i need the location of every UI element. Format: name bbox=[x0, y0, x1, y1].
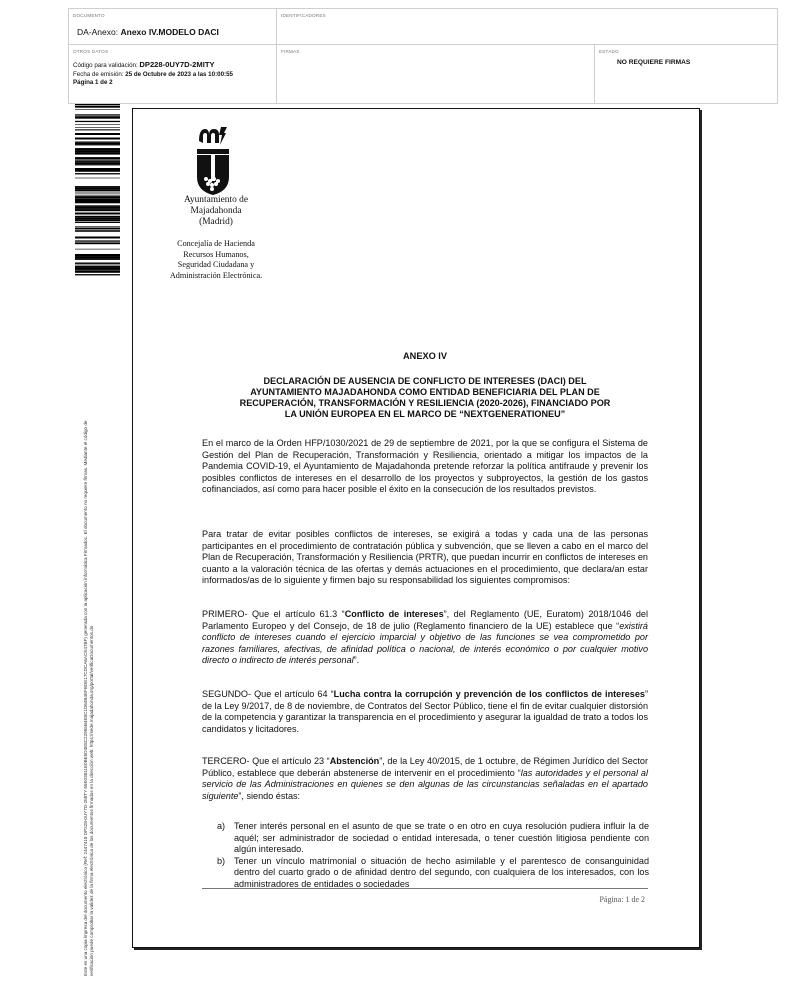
paragraph-purpose: Para tratar de evitar posibles conflictos de intereses, se exigirá a todas y cada una de las personas participantes en el procedimiento de contratación pública y subvención, que se lleven a cabo en el marco del Plan de Recuperación, Transformación y Resiliencia (PRTR), que puedan incurrir en conflictos de intereses en cuanto a la valoración técnica de las ofertas y demás actuaciones en el procedimiento, que declara/an estar informados/as de lo siguiente y firmen bajo su responsabilidad los siguientes compromisos: bbox=[202, 529, 648, 586]
list-item bbox=[217, 821, 649, 856]
list-item-text: Tener interés personal en el asunto de que se trate o en otro en cuya resolución pudiera influir la de aquél; ser administrador de sociedad o entidad interesada, o tener cuestión litigiosa pendiente con algún interesado. bbox=[234, 821, 649, 855]
segundo-text-1: SEGUNDO- Que el artículo 64 “ bbox=[202, 689, 334, 699]
city-line-3: (Madrid) bbox=[199, 217, 233, 227]
identificadores-cell bbox=[277, 9, 777, 45]
document-page bbox=[132, 108, 700, 948]
list-item-text: Tener un vínculo matrimonial o situación de hecho asimilable y el parentesco de consanguinidad dentro del cuarto grado o de afinidad dentro del segundo, con cualquiera de los interesados, con los administradores de entidades o sociedades bbox=[234, 855, 649, 889]
city-name bbox=[133, 195, 299, 228]
firmas-label: FIRMAS bbox=[281, 49, 300, 54]
segundo-text-2: ” de la Ley 9/2017, de 8 de noviembre, de Contratos del Sector Público, tiene el fin de evitar cualquier distorsión de la competencia y garantizar la transparencia en el procedimiento y asegurar la igualdad de trato a todos los candidatos y licitadores. bbox=[202, 689, 649, 734]
primero-text-3: ”. bbox=[353, 655, 360, 666]
list-marker: b) bbox=[217, 855, 226, 866]
page-number: Página: 1 de 2 bbox=[599, 895, 645, 904]
dept-line-4: Administración Electrónica. bbox=[169, 270, 263, 280]
footer-divider bbox=[202, 888, 648, 889]
city-line-2: Majadahonda bbox=[190, 206, 242, 216]
subtitle-line-4: LA UNIÓN EUROPEA EN EL MARCO DE “NEXTGENERATIONEU” bbox=[284, 409, 566, 420]
primero-text-2: ”, del Reglamento (UE, Euratom) 2018/1046 del Parlamento Europeo y del Consejo, de 18 de julio (Reglamento financiero de la UE) establece que “ bbox=[202, 609, 648, 631]
tercero-text-1: TERCERO- Que el artículo 23 “ bbox=[202, 756, 330, 766]
segundo-bold: Lucha contra la corrupción y prevención de los conflictos de intereses bbox=[333, 689, 645, 699]
tercero-text-2: ”, de la Ley 40/2015, de 1 octubre, de Régimen Jurídico del Sector Público, establece que deberán abstenerse de intervenir en el procedimiento “ bbox=[202, 756, 648, 778]
subtitle-line-2: AYUNTAMIENTO MAJADAHONDA COMO ENTIDAD BENEFICIARIA DEL PLAN DE bbox=[250, 387, 600, 398]
firmas-cell bbox=[277, 45, 595, 103]
documento-value bbox=[77, 27, 219, 37]
estado-label: ESTADO bbox=[599, 49, 619, 54]
subtitle-line-3: RECUPERACIÓN, TRANSFORMACIÓN Y RESILIENCIA (2020-2026), FINANCIADO POR bbox=[239, 398, 611, 409]
fecha-label: Fecha de emisión: bbox=[73, 71, 124, 78]
primero-quote: existirá conflicto de intereses cuando el ejercicio imparcial y objetivo de las funciones se vea comprometido por razones familiares, afectivas, de afinidad política o nacional, de interés económico o por cualquier motivo directo o indirecto de interés personal bbox=[202, 620, 648, 666]
majadahonda-coat-of-arms-logo bbox=[193, 121, 233, 197]
paragraph-segundo bbox=[202, 689, 648, 735]
list-marker: a) bbox=[217, 821, 226, 831]
abstention-list bbox=[217, 821, 649, 891]
documento-cell bbox=[69, 9, 277, 45]
documento-prefix: DA-Anexo: bbox=[77, 27, 119, 37]
tercero-quote: las autoridades y el personal al servicio de las Administraciones en quienes se den algunas de las circunstancias señaladas en el apartado siguiente bbox=[202, 767, 648, 801]
otros-datos-label: OTROS DATOS bbox=[73, 49, 109, 54]
codigo-validacion bbox=[73, 61, 215, 70]
sidebar-line-2: verificación puede comprobar la validez de la firma electrónica de los documentos firmados en la dirección web: https://sede.majadahonda.org/portal/verificaDocumentos.do bbox=[89, 625, 94, 976]
otros-datos-cell bbox=[69, 45, 277, 103]
sidebar-line-1: Este es una copia impresa del documento electrónico (Ref: 2447418 DP228-0UY7D-2MITY 65E03811E0BE5D4E8C22955B4E8C1D64B4EFBDE17CDCA6ACE47BF) generada con la aplicación informática Firmadoc. El documento no requiere firmas. Mediante el código de bbox=[83, 420, 88, 976]
primero-text-1: PRIMERO- Que el artículo 61.3 “ bbox=[202, 609, 345, 619]
verification-sidebar bbox=[83, 296, 95, 976]
dept-line-3: Seguridad Ciudadana y bbox=[177, 260, 255, 270]
annex-title: ANEXO IV bbox=[403, 351, 447, 361]
document-header bbox=[68, 8, 778, 104]
city-line-1: Ayuntamiento de bbox=[184, 195, 248, 205]
tercero-bold: Abstención bbox=[329, 756, 380, 766]
fecha-value: 25 de Octubre de 2023 a las 10:00:55 bbox=[125, 71, 233, 78]
tercero-text-3: ”, siendo éstas: bbox=[238, 790, 301, 801]
pagina-info: Página 1 de 2 bbox=[73, 79, 113, 86]
dept-line-1: Concejalía de Hacienda bbox=[177, 239, 255, 248]
documento-label: DOCUMENTO bbox=[73, 13, 105, 18]
declaration-title bbox=[201, 376, 649, 420]
dept-line-2: Recursos Humanos, bbox=[183, 249, 249, 259]
subtitle-line-1: DECLARACIÓN DE AUSENCIA DE CONFLICTO DE INTERESES (DACI) DEL bbox=[263, 376, 587, 386]
barcode-image bbox=[75, 104, 120, 276]
paragraph-intro: En el marco de la Orden HFP/1030/2021 de 29 de septiembre de 2021, por la que se configura el Sistema de Gestión del Plan de Recuperación, Transformación y Resiliencia, orientado a mitigar los impactos de la Pandemia COVID-19, el Ayuntamiento de Majadahonda pretende reforzar la política antifraude y prevenir los posibles conflictos de intereses en el desarrollo de los proyectos y subproyectos, la gestión de los gastos cofinanciados, así como para hacer posible el éxito en la consecución de los resultados previstos. bbox=[202, 438, 648, 495]
department-name bbox=[133, 239, 299, 281]
paragraph-primero bbox=[202, 609, 648, 667]
list-item bbox=[217, 856, 649, 891]
estado-value: NO REQUIERE FIRMAS bbox=[617, 59, 691, 66]
paragraph-tercero bbox=[202, 756, 648, 802]
estado-cell bbox=[595, 45, 777, 103]
primero-bold: Conflicto de intereses bbox=[344, 609, 444, 619]
documento-name: Anexo IV.MODELO DACI bbox=[120, 27, 219, 37]
codigo-label: Código para validación: bbox=[73, 62, 138, 69]
identificadores-label: IDENTIFICADORES bbox=[281, 13, 326, 18]
codigo-value: DP228-0UY7D-2MITY bbox=[139, 60, 215, 69]
